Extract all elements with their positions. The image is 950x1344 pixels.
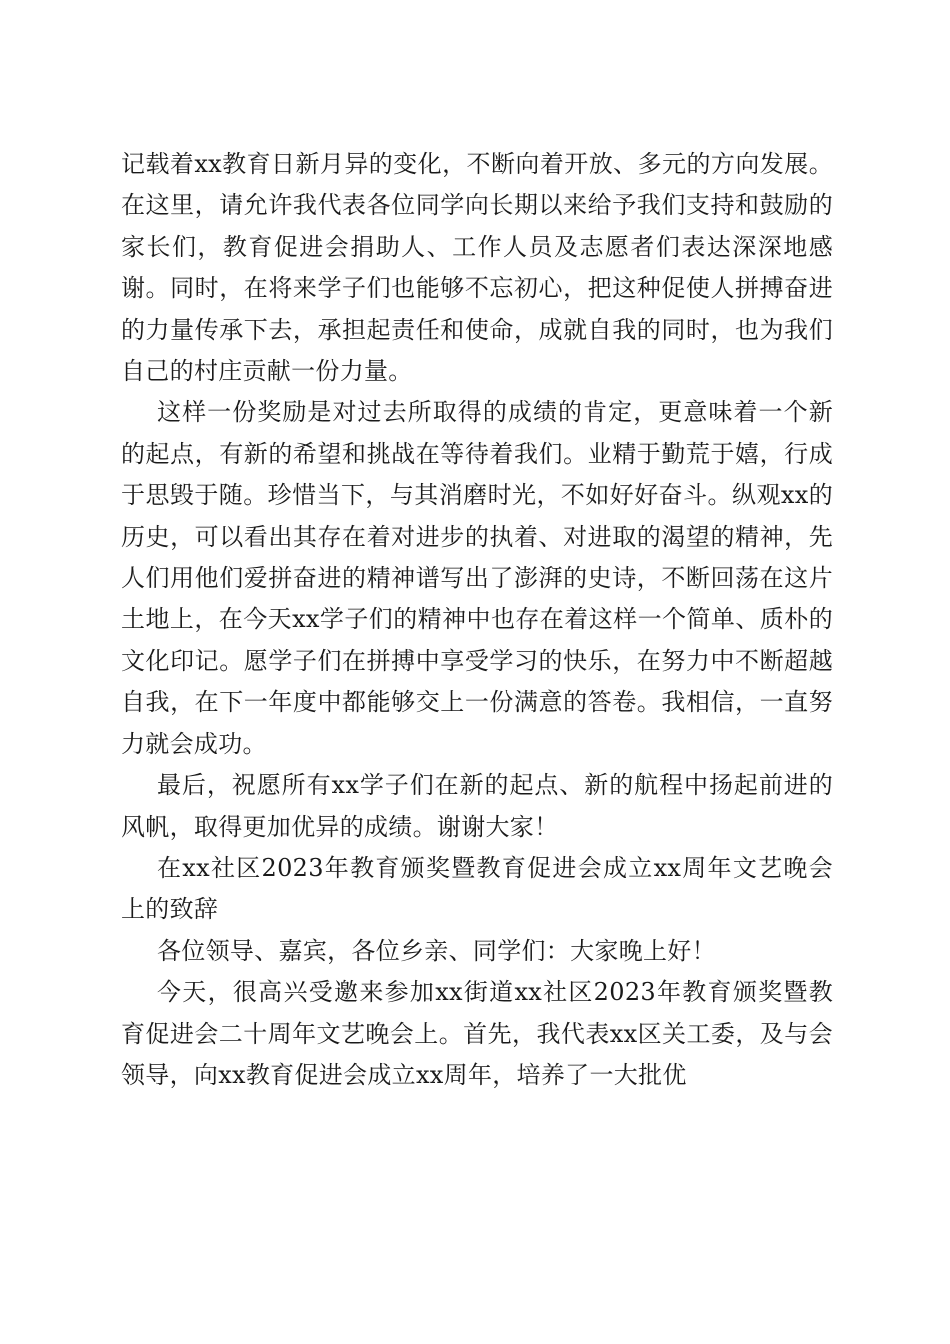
paragraph-speech-opening: 今天，很高兴受邀来参加xx街道xx社区2023年教育颁奖暨教育促进会二十周年文艺晚会上。首先，我代表xx区关工委，及与会领导，向xx教育促进会成立xx周年，培养了一大批优 bbox=[121, 978, 833, 1089]
paragraph-continuation: 记载着xx教育日新月异的变化，不断向着开放、多元的方向发展。在这里，请允许我代表各位同学向长期以来给予我们支持和鼓励的家长们，教育促进会捐助人、工作人员及志愿者们表达深深地感谢。同时，在将来学子们也能够不忘初心，把这种促使人拼搏奋进的力量传承下去，承担起责任和使命，成就自我的同时，也为我们自己的村庄贡献一份力量。 bbox=[121, 150, 833, 386]
speech-title: 在xx社区2023年教育颁奖暨教育促进会成立xx周年文艺晚会上的致辞 bbox=[121, 853, 833, 924]
paragraph-closing-wishes: 最后，祝愿所有xx学子们在新的起点、新的航程中扬起前进的风帆，取得更加优异的成绩。谢谢大家！ bbox=[121, 771, 833, 841]
document-body bbox=[121, 144, 833, 1096]
speech-greeting: 各位领导、嘉宾，各位乡亲、同学们：大家晚上好！ bbox=[157, 936, 716, 965]
paragraph-award-meaning: 这样一份奖励是对过去所取得的成绩的肯定，更意味着一个新的起点，有新的希望和挑战在等待着我们。业精于勤荒于嬉，行成于思毁于随。珍惜当下，与其消磨时光，不如好好奋斗。纵观xx的历史，可以看出其存在着对进步的执着、对进取的渴望的精神，先人们用他们爱拼奋进的精神谱写出了澎湃的史诗，不断回荡在这片土地上，在今天xx学子们的精神中也存在着这样一个简单、质朴的文化印记。愿学子们在拼搏中享受学习的快乐，在努力中不断超越自我，在下一年度中都能够交上一份满意的答卷。我相信，一直努力就会成功。 bbox=[121, 398, 833, 758]
